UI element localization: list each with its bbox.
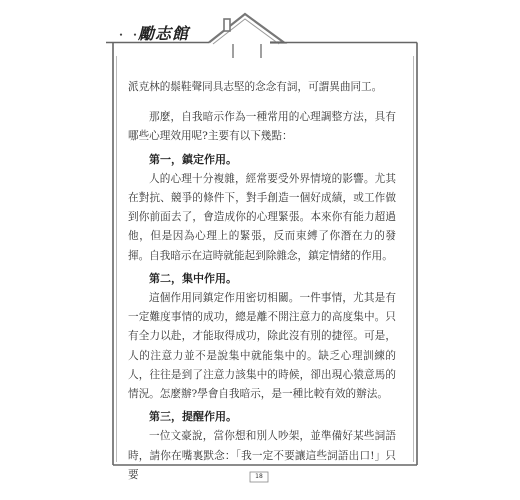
paragraph: 派克林的鬃鞋聲同具志堅的念念有詞，可謂異曲同工。 [128, 81, 383, 93]
section-title: 勵志館 [138, 24, 190, 43]
page-number: 18 [255, 473, 263, 480]
paragraph: 人的心理十分複雜，經常要受外界情境的影響。尤其在對抗、競爭的條件下，對手創造一個好成績，或工作做到你前面去了，會造成你的心理緊張。本來你有能力超過他，但是因為心理上的緊張，反而束縛了你潛在力的發揮。自我暗示在這時就能起到除雜念，鎮定情緒的作用。 [128, 172, 396, 262]
point-heading: 第二，集中作用。 [149, 271, 237, 285]
point-heading: 第一，鎮定作用。 [149, 152, 237, 166]
paragraph: 一位文豪說，當你想和別人吵架，並準備好某些詞語時，請你在嘴裏默念：「我一定不要讓這些詞語出口!」只要 [128, 430, 396, 481]
body-text [128, 78, 396, 485]
point-heading: 第三，提醒作用。 [149, 410, 237, 424]
header-dots: ・・ [115, 28, 144, 42]
paragraph: 這個作用同鎮定作用密切相關。一件事情，尤其是有一定難度事情的成功，總是離不開注意力的高度集中。只有全力以赴，才能取得成功，除此沒有別的捷徑。可是，人的注意力並不是說集中就能集中的。缺乏心理訓練的人，往往是到了注意力該集中的時候，卻出現心猿意馬的情況。怎麼辦?學會自我暗示，是一種比較有效的辦法。 [128, 292, 396, 401]
paragraph: 那麼，自我暗示作為一種常用的心理調整方法，具有哪些心理效用呢?主要有以下幾點： [128, 111, 396, 143]
